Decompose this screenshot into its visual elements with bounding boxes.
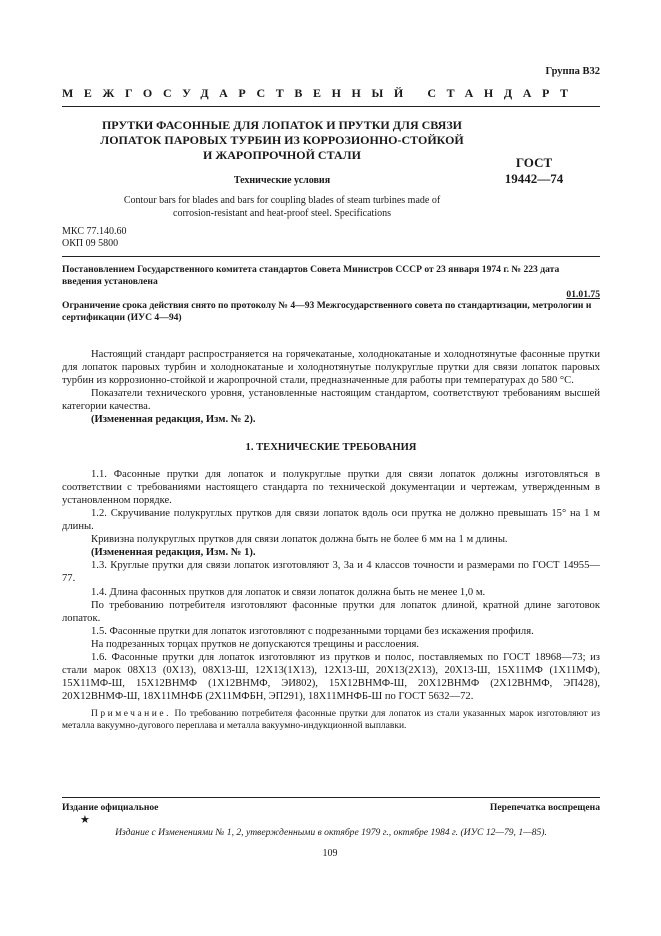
clause-1-1: 1.1. Фасонные прутки для лопаток и полукруглые прутки для связи лопаток должны изготовляться в соответствии с требованиями настоящего стандарта по технической документации и чертежам, утвержденным в установленном порядке. xyxy=(62,468,600,506)
title-line-1: ПРУТКИ ФАСОННЫЕ ДЛЯ ЛОПАТОК И ПРУТКИ ДЛЯ СВЯЗИ xyxy=(101,118,463,132)
clause-1-2: 1.2. Скручивание полукруглых прутков для связи лопаток вдоль оси прутка не должно превышать 15° на 1 м длины. xyxy=(62,507,600,533)
gost-label: ГОСТ xyxy=(515,155,553,170)
intro-paragraph-2: Показатели технического уровня, установленные настоящим стандартом, соответствуют требованиям высшей категории качества. xyxy=(62,388,600,413)
header-rule xyxy=(62,106,600,107)
intro-paragraph-1: Настоящий стандарт распространяется на горячекатаные, холоднокатаные и холоднотянутые фасонные прутки для лопаток паровых турбин и холоднокатаные и холоднотянутые полукруглые прутки для связи лопаток паровых турбин из коррозионно-стойкой и жаропрочной стали, предназначенные для работы при температурах до 580 °С. xyxy=(62,349,600,387)
group-code: Группа В32 xyxy=(545,66,600,77)
clause-1-5-defects: На подрезанных торцах прутков не допускаются трещины и расслоения. xyxy=(91,638,420,650)
document-subtitle: Технические условия xyxy=(233,175,331,186)
title-line-3: И ЖАРОПРОЧНОЙ СТАЛИ xyxy=(203,148,361,162)
mks-code: МКС 77.140.60 xyxy=(62,226,127,237)
effective-date: 01.01.75 xyxy=(566,289,600,300)
gost-designation xyxy=(494,155,574,187)
english-title xyxy=(62,194,502,220)
reprint-prohibited-label: Перепечатка воспрещена xyxy=(489,802,600,813)
classification-codes xyxy=(62,226,126,250)
gost-number: 19442—74 xyxy=(504,171,564,186)
page-number: 109 xyxy=(322,848,338,859)
english-title-line-1: Contour bars for blades and bars for coupling blades of steam turbines made of xyxy=(123,195,441,206)
clause-1-4: 1.4. Длина фасонных прутков для лопаток и связи лопаток должна быть не менее 1,0 м. xyxy=(91,586,486,598)
clause-1-3: 1.3. Круглые прутки для связи лопаток изготовляют 3, 3а и 4 классов точности и размерами по ГОСТ 14955—77. xyxy=(62,560,600,585)
official-edition-label: Издание официальное xyxy=(62,802,159,813)
document-body xyxy=(62,348,600,732)
note-label: Примечание. xyxy=(91,709,171,720)
english-title-line-2: corrosion-resistant and heat-proof steel. Specifications xyxy=(173,208,391,219)
star-icon: ★ xyxy=(80,814,90,826)
footer-rule xyxy=(62,797,600,798)
clause-1-2-amendment: (Измененная редакция, Изм. № 1). xyxy=(91,547,256,559)
clause-1-2-curvature: Кривизна полукруглых прутков для связи лопаток должна быть не более 6 мм на 1 м длины. xyxy=(91,534,508,546)
codes-rule xyxy=(62,256,600,257)
section-heading: 1. ТЕХНИЧЕСКИЕ ТРЕБОВАНИЯ xyxy=(245,441,417,453)
clause-1-4-request: По требованию потребителя изготовляют фасонные прутки для лопаток длиной, кратной длине заготовок лопаток. xyxy=(62,599,600,624)
okp-code: ОКП 09 5800 xyxy=(62,238,119,249)
limitation-text: Ограничение срока действия снято по протоколу № 4—93 Межгосударственного совета по стандартизации, метрологии и сертификации (ИУС 4—94) xyxy=(62,300,592,323)
edition-note: Издание с Изменениями № 1, 2, утвержденными в октябре 1979 г., октябре 1984 г. (ИУС 12—79, 1—85). xyxy=(115,827,547,838)
note-text: По требованию потребителя фасонные прутки для лопаток из стали указанных марок изготовляют из металла вакуумно-дугового переплава и металла вакуумно-индукционной выплавки. xyxy=(62,709,601,732)
document-title xyxy=(62,118,502,163)
standard-banner: МЕЖГОСУДАРСТВЕННЫЙ СТАНДАРТ xyxy=(62,86,579,100)
clause-note xyxy=(62,708,600,732)
clause-1-6: 1.6. Фасонные прутки для лопаток изготовляют из прутков и полос, поставляемых по ГОСТ 18968—73; из стали марок 08Х13 (0Х13), 08Х13-Ш, 12Х13(1Х13), 12Х13-Ш, 20Х13(2Х13), 20Х13-Ш, 15Х11МФ (1Х11МФ), 15Х11МФ-Ш, 15Х12ВНМФ (1Х12ВНМФ, ЭИ802), 15Х12ВНМФ-Ш, 20Х12ВНМФ (2Х12ВНМФ, ЭП428), 20Х12ВНМФ-Ш, 18Х11МНФБ (2Х11МФБН, ЭП291), 18Х11МНФБ-Ш по ГОСТ 5632—72. xyxy=(62,651,600,703)
intro-amendment: (Измененная редакция, Изм. № 2). xyxy=(91,414,256,426)
decree-text: Постановлением Государственного комитета стандартов Совета Министров СССР от 23 января 1974 г. № 223 дата введения установлена xyxy=(62,264,560,287)
title-line-2: ЛОПАТОК ПАРОВЫХ ТУРБИН ИЗ КОРРОЗИОННО-СТОЙКОЙ xyxy=(100,133,464,147)
clause-1-5: 1.5. Фасонные прутки для лопаток изготовляют с подрезанными торцами без искажения профиля. xyxy=(91,625,534,637)
